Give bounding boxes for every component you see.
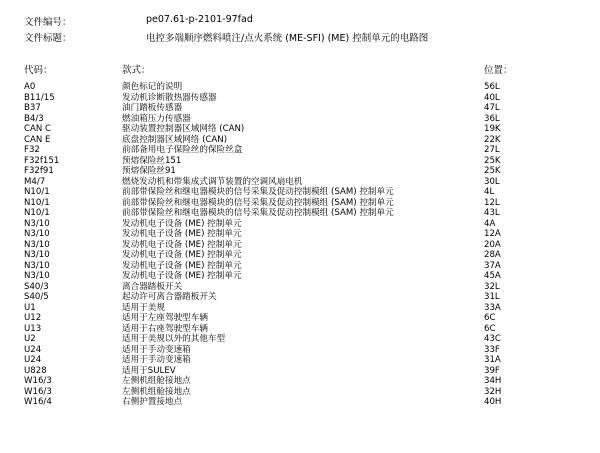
row-code: N10/1	[24, 208, 50, 218]
table-row	[0, 156, 600, 167]
row-position: 33F	[484, 344, 500, 355]
row-code: U13	[24, 323, 42, 334]
row-description: 发动机电子设备 (ME) 控制单元	[122, 218, 242, 229]
row-description: 发动机电子设备 (ME) 控制单元	[122, 229, 242, 239]
row-code: W16/3	[24, 386, 52, 397]
table-row	[0, 355, 600, 366]
row-description: 发动机电子设备 (ME) 控制单元	[122, 239, 242, 250]
table-row	[0, 313, 600, 324]
row-description: 预熔保险丝91	[122, 166, 176, 176]
doc-number-label: 文件编号：	[24, 17, 72, 28]
table-row	[0, 282, 600, 293]
table-row	[0, 198, 600, 209]
row-description: 油门踏板传感器	[122, 103, 183, 113]
row-code: CAN C	[24, 124, 52, 134]
row-code: S40/3	[24, 281, 49, 292]
row-position: 12L	[484, 197, 500, 208]
table-row	[0, 166, 600, 177]
row-code: W16/3	[24, 376, 52, 386]
row-description: 预熔保险丝151	[122, 155, 182, 166]
row-code: N10/1	[24, 197, 50, 208]
row-description: 发动机电子设备 (ME) 控制单元	[122, 250, 242, 260]
table-row	[0, 345, 600, 356]
row-description: 适用于美规	[122, 302, 165, 313]
row-description: 前部带保险丝和继电器模块的信号采集及促动控制模组 (SAM) 控制单元	[122, 187, 394, 197]
row-position: 4A	[484, 218, 496, 229]
row-description: 燃烧发动机和带集成式调节装置的空调风扇电机	[122, 176, 303, 187]
row-code: F32f151	[24, 155, 60, 166]
row-description: 右侧护置接地点	[122, 397, 183, 407]
table-row	[0, 219, 600, 230]
row-code: N3/10	[24, 229, 50, 239]
row-description: 驱动装置控制器区域网络 (CAN)	[122, 124, 245, 134]
table-row	[0, 387, 600, 398]
row-code: U24	[24, 344, 42, 355]
table-row	[0, 82, 600, 93]
row-position: 28A	[484, 250, 501, 260]
row-position: 25K	[484, 155, 501, 166]
row-position: 43C	[484, 334, 501, 344]
table-row	[0, 145, 600, 156]
row-description: 发动机电子设备 (ME) 控制单元	[122, 260, 242, 271]
table-row	[0, 135, 600, 146]
row-code: S40/5	[24, 292, 49, 302]
row-description: 适用于美规以外的其他车型	[122, 334, 226, 344]
header-position: 位置：	[484, 65, 513, 76]
row-position: 6C	[484, 323, 496, 334]
row-description: 底盘控制器区域网络 (CAN)	[122, 134, 228, 145]
table-row	[0, 271, 600, 282]
row-position: 40H	[484, 397, 502, 407]
row-code: N3/10	[24, 239, 50, 250]
table-row	[0, 366, 600, 377]
row-description: 燃油箱压力传感器	[122, 113, 191, 124]
row-description: 左侧机组舱接地点	[122, 386, 191, 397]
row-description: 适用于右座驾驶型车辆	[122, 323, 208, 334]
table-row	[0, 303, 600, 314]
row-description: 离合器踏板开关	[122, 281, 183, 292]
row-position: 25K	[484, 166, 501, 176]
doc-number-value: pe07.61-p-2101-97fad	[146, 14, 253, 25]
table-row	[0, 187, 600, 198]
row-position: 32H	[484, 386, 502, 397]
table-header	[0, 62, 600, 76]
row-position: 45A	[484, 271, 501, 281]
row-code: N3/10	[24, 260, 50, 271]
row-code: F32f91	[24, 166, 54, 176]
doc-title-label: 文件标题：	[24, 33, 72, 44]
table-row	[0, 292, 600, 303]
row-code: B11/15	[24, 92, 55, 103]
row-description: 前部带保险丝和继电器模块的信号采集及促动控制模组 (SAM) 控制单元	[122, 197, 394, 208]
row-description: 起动许可离合器踏板开关	[122, 292, 217, 302]
row-position: 33A	[484, 302, 501, 313]
row-code: CAN E	[24, 134, 51, 145]
table-row	[0, 124, 600, 135]
table-row	[0, 376, 600, 387]
row-position: 6C	[484, 313, 496, 323]
header-description: 款式：	[122, 65, 151, 76]
row-position: 30L	[484, 176, 500, 187]
row-code: N3/10	[24, 250, 50, 260]
table-row	[0, 229, 600, 240]
table-row	[0, 103, 600, 114]
row-position: 43L	[484, 208, 500, 218]
row-description: 左侧机组舱接地点	[122, 376, 191, 386]
row-description: 前部带保险丝和继电器模块的信号采集及促动控制模组 (SAM) 控制单元	[122, 208, 394, 218]
table-body	[0, 82, 600, 408]
row-description: 前部备用电子保险丝的保险丝盒	[122, 145, 243, 155]
row-position: 22K	[484, 134, 501, 145]
row-code: A0	[24, 82, 36, 92]
row-position: 19K	[484, 124, 501, 134]
row-position: 27L	[484, 145, 500, 155]
row-position: 34H	[484, 376, 502, 386]
row-position: 56L	[484, 82, 500, 92]
row-description: 颜色标记的说明	[122, 82, 183, 92]
row-position: 36L	[484, 113, 500, 124]
row-code: N10/1	[24, 187, 50, 197]
header-code: 代码：	[24, 65, 53, 76]
row-position: 20A	[484, 239, 501, 250]
row-code: F32	[24, 145, 40, 155]
row-code: W16/4	[24, 397, 52, 407]
row-description: 发动机诊断散热器传感器	[122, 92, 217, 103]
row-code: U828	[24, 365, 47, 376]
row-description: 适用于左座驾驶型车辆	[122, 313, 208, 323]
row-position: 40L	[484, 92, 500, 103]
table-row	[0, 93, 600, 104]
row-description: 发动机电子设备 (ME) 控制单元	[122, 271, 242, 281]
table-row	[0, 240, 600, 251]
row-description: 适用于SULEV	[122, 365, 176, 376]
row-code: U2	[24, 334, 36, 344]
table-row	[0, 397, 600, 408]
row-position: 32L	[484, 281, 500, 292]
row-code: U12	[24, 313, 42, 323]
row-code: U24	[24, 355, 42, 365]
doc-title-value: 电控多端顺序燃料喷注/点火系统 (ME-SFI) (ME) 控制单元的电路图	[146, 33, 429, 44]
row-code: N3/10	[24, 271, 50, 281]
row-code: N3/10	[24, 218, 50, 229]
table-row	[0, 324, 600, 335]
table-row	[0, 334, 600, 345]
row-position: 4L	[484, 187, 495, 197]
table-row	[0, 114, 600, 125]
table-row	[0, 261, 600, 272]
row-position: 47L	[484, 103, 500, 113]
row-position: 37A	[484, 260, 501, 271]
row-description: 适用于手动变速箱	[122, 355, 191, 365]
row-code: M4/7	[24, 176, 46, 187]
row-position: 12A	[484, 229, 501, 239]
row-code: B4/3	[24, 113, 44, 124]
row-description: 适用于手动变速箱	[122, 344, 191, 355]
table-row	[0, 177, 600, 188]
row-code: B37	[24, 103, 41, 113]
table-row	[0, 208, 600, 219]
row-position: 39F	[484, 365, 500, 376]
table-row	[0, 250, 600, 261]
row-position: 31L	[484, 292, 500, 302]
row-code: U1	[24, 302, 36, 313]
row-position: 31A	[484, 355, 501, 365]
